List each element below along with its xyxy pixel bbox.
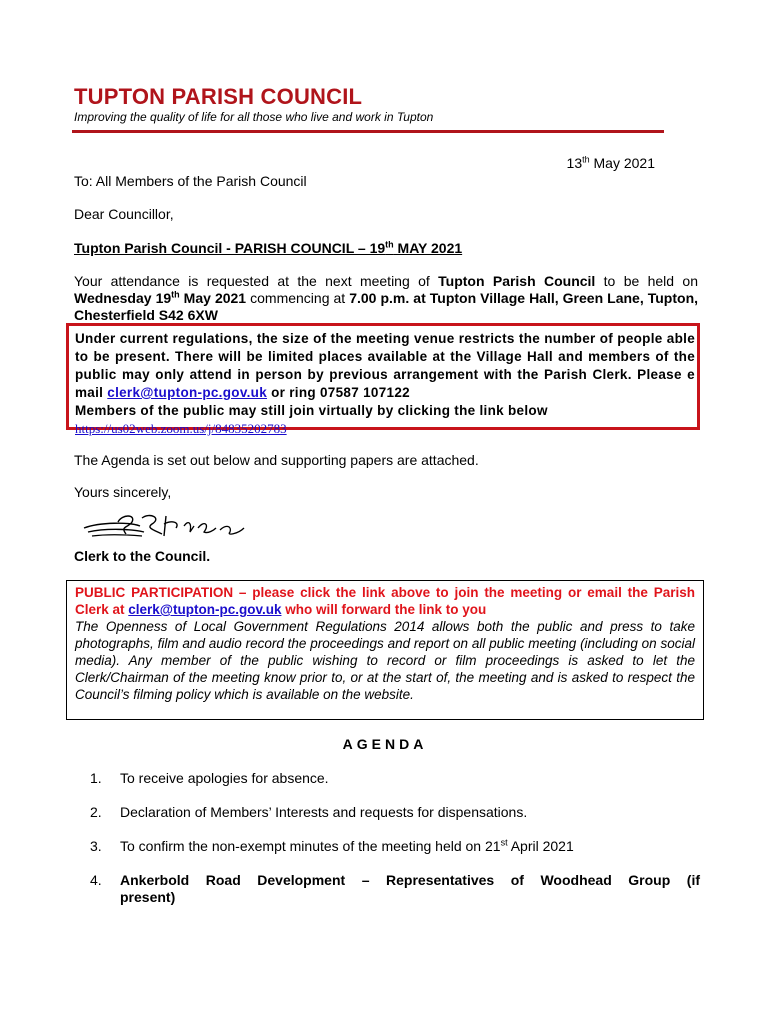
clerk-signature [80,508,270,547]
signatory: Clerk to the Council. [74,548,211,564]
agenda-item-text-post: April 2021 [507,838,574,854]
pp-head-1: PUBLIC PARTICIPATION – please click the link above to join the meeting or email the Parish Clerk at [75,585,695,617]
date-day: 13 [566,155,583,171]
intro-venue: 7.00 p.m. at Tupton Village Hall, Green Lane, Tupton, Chesterfield S42 6XW [74,290,699,323]
council-tagline: Improving the quality of life for all those who live and work in Tupton [74,110,434,124]
agenda-item-text-pre: To confirm the non-exempt minutes of the meeting held on 21 [120,838,501,854]
subject-post: MAY 2021 [393,240,463,256]
notice-text-5: Members of the public may still join virtually by clicking the link below [75,403,548,418]
date-month-year: May 2021 [589,155,655,171]
subject-line [74,240,462,256]
agenda-item-number: 4. [90,872,102,888]
pp-clerk-email-link[interactable]: clerk@tupton-pc.gov.uk [128,602,282,617]
agenda-item-text: To receive apologies for absence. [120,770,329,786]
notice-text-3: . Please e mail [75,367,695,400]
letter-date [567,155,655,171]
intro-text-1: Your attendance is requested at the next meeting of [74,273,439,289]
agenda-item-text-suffix: st [500,837,508,848]
agenda-item-text: Ankerbold Road Development – Representatives of Woodhead Group (if present) [120,872,700,905]
closing: Yours sincerely, [74,484,172,500]
public-participation-body: The Openness of Local Government Regulations 2014 allows both the public and press to take photographs, film and audio record the proceedings and report on all public meeting (including on social media). Any member of the public wishing to record or film proceedings is asked to let the Clerk/Chairman of the meeting know prior to, or at the start of, the meeting and is asked to respect the Council’s filming policy which is available on the website. [75,619,695,702]
public-participation-box [66,580,704,720]
pp-head-2: who will forward the link to you [281,602,487,617]
intro-date-suffix: th [171,289,180,300]
agenda-note: The Agenda is set out below and supporting papers are attached. [74,452,479,468]
intro-org: Tupton Parish Council [438,273,596,289]
clerk-email-link[interactable]: clerk@tupton-pc.gov.uk [107,385,268,400]
salutation: Dear Councillor, [74,206,174,222]
agenda-item-number: 3. [90,838,102,854]
recipient-line: To: All Members of the Parish Council [74,173,307,189]
notice-text-4: or ring 07587 107122 [267,385,410,400]
subject-pre: Tupton Parish Council - PARISH COUNCIL – 19 [74,240,386,256]
subject-suffix: th [385,239,394,250]
agenda-item-number: 2. [90,804,102,820]
agenda-heading: AGENDA [342,736,428,752]
agenda-item-number: 1. [90,770,102,786]
notice-text-2: may only attend in person by previous arrangement with the Parish Clerk [121,367,628,382]
agenda-item-text: Declaration of Members’ Interests and requests for dispensations. [120,804,528,820]
signature-image [80,508,270,544]
notice-text-1: Under current regulations, the size of the meeting venue restricts the number of people able to be present. There will be limited places available at the Village Hall and members of the public [75,331,695,382]
public-participation-text [75,584,695,703]
zoom-meeting-link[interactable]: https://us02web.zoom.us/j/84835202783 [75,421,287,436]
attendance-notice-text [75,330,695,438]
intro-date [74,290,246,306]
intro-text-3: commencing at [246,290,350,306]
intro-date-pre: Wednesday 19 [74,290,172,306]
intro-paragraph [74,273,698,324]
agenda-item-text [120,838,700,855]
public-participation-heading [75,585,695,617]
council-title: TUPTON PARISH COUNCIL [74,84,363,109]
intro-date-post: May 2021 [179,290,247,306]
date-suffix: th [582,154,590,165]
attendance-notice-box [66,323,700,436]
intro-text-2: to be held on [595,273,698,289]
header-rule [72,130,664,133]
